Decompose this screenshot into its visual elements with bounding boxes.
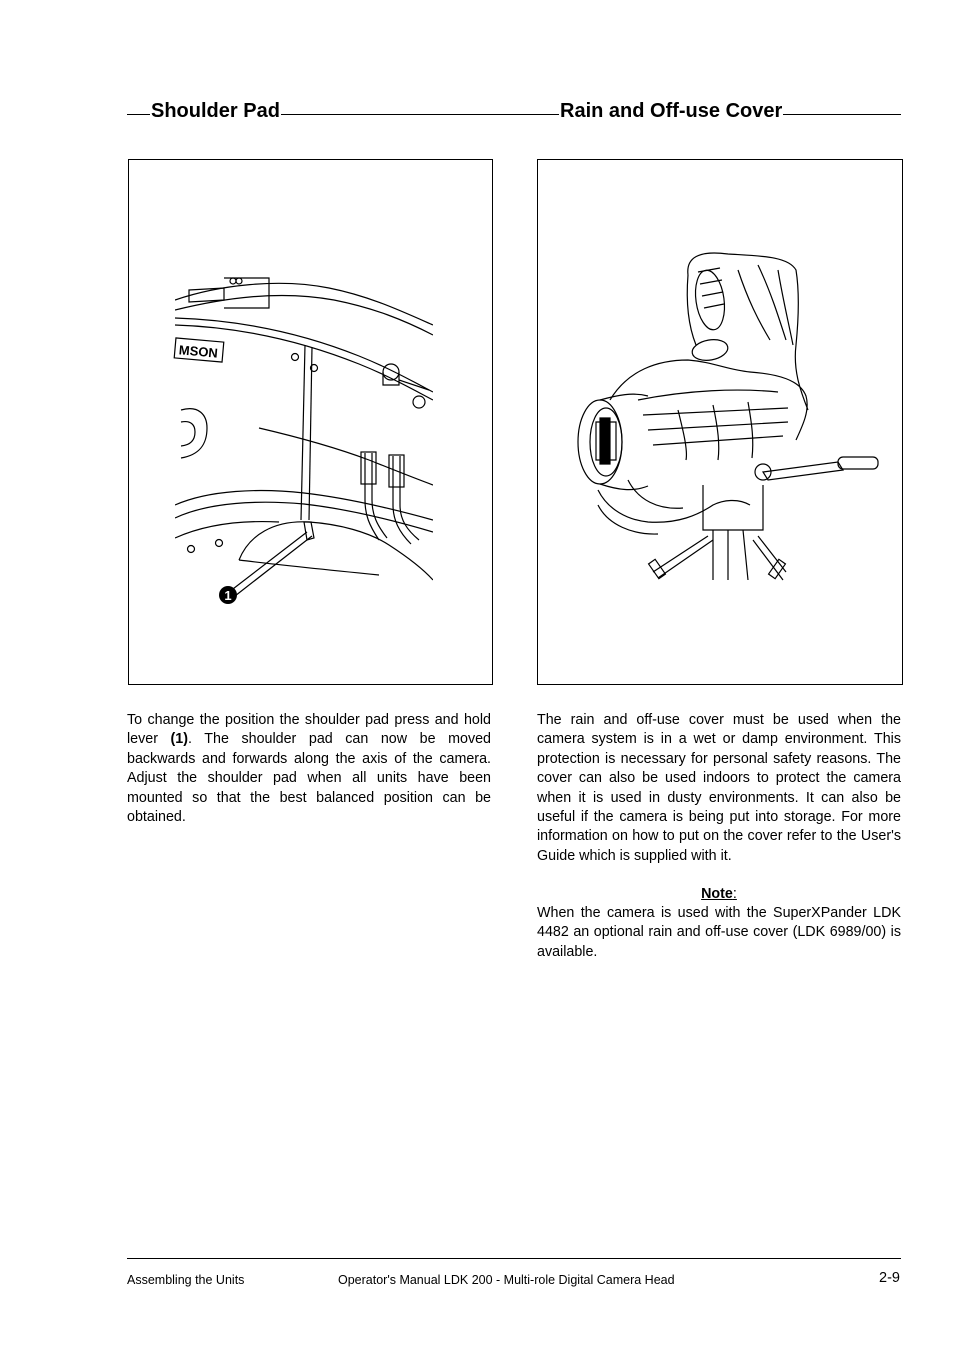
paragraph-text-1: To change the position the shoulder pad press and hold lever <box>127 712 491 748</box>
footer-rule <box>127 1258 901 1259</box>
paragraph-text-2: . The shoulder pad can now be moved backwards and forwards along the axis of the camera. Adjust the shoulder pad when all units have been mounted so that the best balanced position can be obtained. <box>127 731 491 826</box>
note-label <box>537 885 901 904</box>
shoulder-pad-figure <box>128 159 493 685</box>
rain-cover-drawing <box>538 160 902 684</box>
lever-reference: (1) <box>170 731 189 748</box>
note-label-colon: : <box>732 886 737 902</box>
page-number: 2-9 <box>879 1270 900 1286</box>
note-label-text: Note <box>701 886 733 902</box>
logo-fragment-text: MSON <box>178 342 219 361</box>
rain-cover-paragraph: The rain and off-use cover must be used when the camera system is in a wet or damp environment. This protection is necessary for personal safety reasons. The cover can also be used indoors to protect the camera when it is used in dusty environments. It can also be useful if the camera is being put into storage. For more information on how to put on the cover refer to the User's Guide which is supplied with it. <box>537 712 901 864</box>
note-text: When the camera is used with the SuperXPander LDK 4482 an optional rain and off-use cover (LDK 6989/00) is available. <box>537 905 901 960</box>
shoulder-pad-title: Shoulder Pad <box>151 100 280 122</box>
shoulder-pad-heading <box>127 100 557 128</box>
callout-number: 1 <box>224 588 232 603</box>
logo-fragment <box>174 338 224 362</box>
shoulder-pad-drawing <box>129 160 492 684</box>
shoulder-pad-paragraph <box>127 711 491 827</box>
footer-section: Assembling the Units <box>127 1273 245 1287</box>
rain-cover-heading <box>557 100 901 128</box>
rain-cover-title: Rain and Off-use Cover <box>560 100 783 122</box>
rain-cover-figure <box>537 159 903 685</box>
footer-manual-title: Operator's Manual LDK 200 - Multi-role Digital Camera Head <box>338 1273 675 1287</box>
